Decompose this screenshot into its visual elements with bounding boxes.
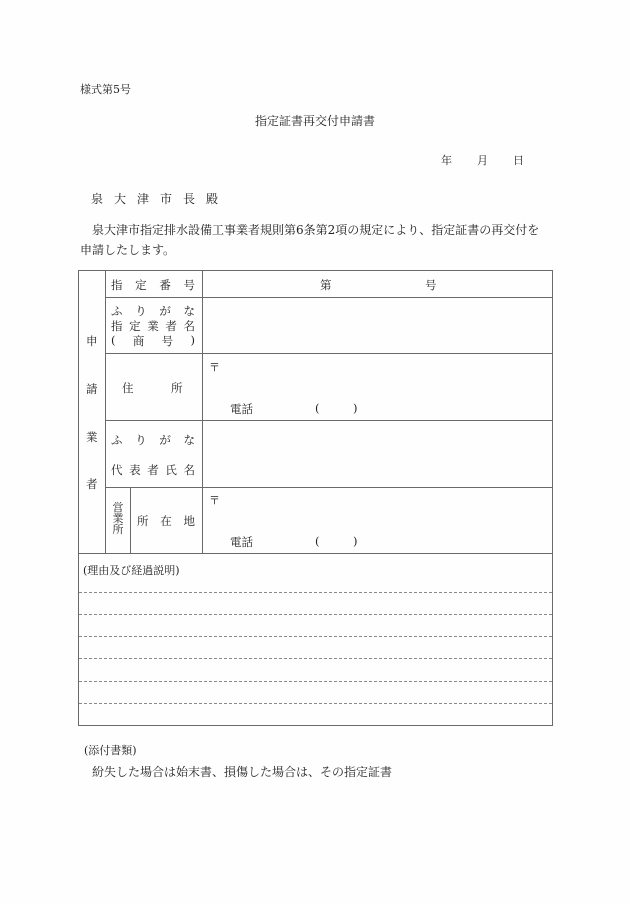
office-phone-field[interactable]: [260, 531, 550, 551]
row-divider-2: [105, 353, 552, 354]
office-location-label: 所 在 地: [137, 514, 195, 528]
attachments-heading: (添付書類): [84, 744, 137, 757]
address-label-2: 所: [171, 381, 183, 395]
row-divider-3: [105, 420, 552, 421]
reason-text-area[interactable]: [80, 578, 551, 724]
representative-name-field[interactable]: [204, 422, 550, 485]
office-group-label: 営 業 所: [112, 501, 124, 536]
addressee: 泉大津市長殿: [91, 192, 230, 206]
row-divider-5: [78, 553, 553, 554]
side-label-char: 者: [86, 477, 98, 491]
postal-mark-icon: 〒: [209, 361, 220, 374]
document-title: 指定証書再交付申請書: [254, 114, 375, 128]
table-border-left: [78, 270, 79, 725]
address-label-1: 住: [122, 381, 134, 395]
date-day-label: 日: [513, 154, 524, 167]
business-name-label: 指 定 業 者 名: [111, 319, 195, 333]
address-phone-paren-close: ): [353, 401, 358, 415]
address-field[interactable]: [222, 356, 550, 394]
address-phone-field[interactable]: [260, 398, 550, 418]
form-number: 様式第5号: [80, 83, 131, 96]
business-name-furigana-label: ふ り が な: [111, 304, 195, 318]
office-phone-paren-close: ): [353, 534, 358, 548]
side-label-char: 請: [86, 382, 98, 396]
reason-label: (理由及び経過説明): [83, 564, 180, 577]
table-border-top: [78, 270, 553, 271]
business-name-field[interactable]: [204, 299, 550, 351]
postal-mark-icon: 〒: [209, 494, 220, 507]
office-address-field[interactable]: [222, 489, 550, 527]
side-label-char: 業: [86, 430, 98, 444]
row-divider-1: [105, 297, 552, 298]
designation-number-prefix: 第: [320, 278, 332, 292]
table-border-right: [552, 270, 553, 725]
representative-name-label: 代 表 者 氏 名: [111, 463, 195, 477]
attachments-text: 紛失した場合は始末書、損傷した場合は、その指定証書: [92, 765, 393, 779]
representative-furigana-label: ふ り が な: [111, 433, 195, 447]
divider-side-label: [105, 270, 106, 553]
address-phone-label: 電話: [230, 402, 253, 416]
divider-label-value: [202, 270, 203, 553]
trade-name-label: ( 商 号 ): [111, 333, 195, 348]
designation-number-field[interactable]: [336, 272, 422, 294]
designation-number-label: 指 定 番 号: [111, 278, 195, 292]
date-year-label: 年: [441, 154, 452, 167]
office-phone-paren-open: (: [315, 534, 320, 548]
address-phone-paren-open: (: [315, 401, 320, 415]
designation-number-suffix: 号: [425, 278, 437, 292]
office-phone-label: 電話: [230, 535, 253, 549]
application-statement: 泉大津市指定排水設備工事業者規則第6条第2項の規定により、指定証書の再交付を申請したします。: [80, 223, 540, 257]
date-month-label: 月: [477, 154, 488, 167]
table-border-bottom: [78, 725, 553, 726]
row-divider-4: [105, 487, 552, 488]
divider-office-group: [130, 487, 131, 553]
side-label-char: 申: [86, 334, 98, 348]
